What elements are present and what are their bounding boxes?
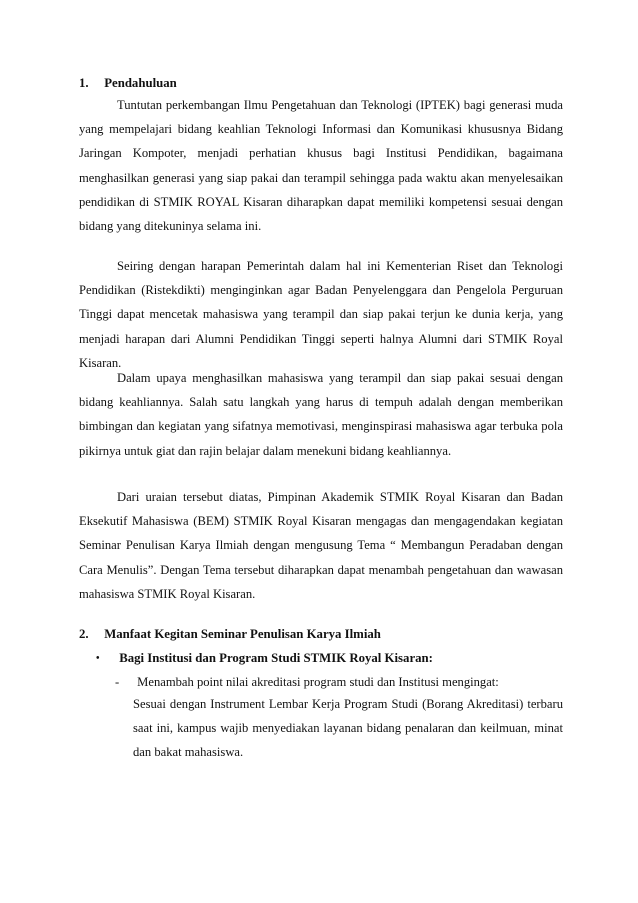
bullet-title: Bagi Institusi dan Program Studi STMIK Royal Kisaran:: [119, 651, 433, 665]
section-2-number: 2.: [79, 627, 89, 641]
paragraph-3: Dalam upaya menghasilkan mahasiswa yang terampil dan siap pakai sesuai dengan bidang keahliannya. Salah satu langkah yang harus di tempuh adalah dengan memberikan bimbingan dan kegiatan yang sifatnya memotivasi, menginspirasi mahasiswa agar terbuka pola pikirnya untuk giat dan rajin belajar dalam menekuni bidang keahliannya.: [79, 371, 563, 458]
section-1-number: 1.: [79, 76, 89, 90]
sub-paragraph: Sesuai dengan Instrument Lembar Kerja Program Studi (Borang Akreditasi) terbaru saat ini, kampus wajib menyediakan layanan bidang penalaran dan keilmuan, minat dan bakat mahasiswa.: [133, 697, 563, 760]
bullet-heading: [96, 651, 566, 666]
dash-icon: -: [115, 675, 120, 689]
paragraph-2: Seiring dengan harapan Pemerintah dalam hal ini Kementerian Riset dan Teknologi Pendidikan (Ristekdikti) menginginkan agar Badan Penyelenggara dan Pengelola Perguruan Tinggi dapat mencetak mahasiswa yang terampil dan siap pakai terjun ke dunia kerja, yang menjadi harapan dari Alumni Pendidikan Tinggi seperti halnya Alumni dari STMIK Royal Kisaran.: [79, 259, 563, 370]
paragraph-1: Tuntutan perkembangan Ilmu Pengetahuan dan Teknologi (IPTEK) bagi generasi muda yang mempelajari bidang keahlian Teknologi Informasi dan Komunikasi khususnya Bidang Jaringan Kompoter, menjadi perhatian khusus bagi Institusi Pendidikan, bagaimana menghasilkan generasi yang siap pakai dan terampil sehingga pada waktu akan menyelesaikan pendidikan di STMIK ROYAL Kisaran diharapkan dapat memiliki kompetensi sesuai dengan bidang yang ditekuninya selama ini.: [79, 98, 563, 234]
sub-list-item: [115, 675, 575, 690]
section-2-title: Manfaat Kegitan Seminar Penulisan Karya Ilmiah: [104, 627, 381, 641]
sub-list-text: Menambah point nilai akreditasi program studi dan Institusi mengingat:: [137, 675, 499, 689]
section-1-title: Pendahuluan: [104, 76, 177, 90]
section-1-heading: [79, 76, 579, 91]
section-2-heading: [79, 627, 579, 642]
paragraph-4: Dari uraian tersebut diatas, Pimpinan Akademik STMIK Royal Kisaran dan Badan Eksekutif Mahasiswa (BEM) STMIK Royal Kisaran mengagas dan mengagendakan kegiatan Seminar Penulisan Karya Ilmiah dengan mengusung Tema “ Membangun Peradaban dengan Cara Menulis”. Dengan Tema tersebut diharapkan dapat menambah pengetahuan dan wawasan mahasiswa STMIK Royal Kisaran.: [79, 490, 563, 601]
bullet-icon: •: [96, 653, 100, 664]
